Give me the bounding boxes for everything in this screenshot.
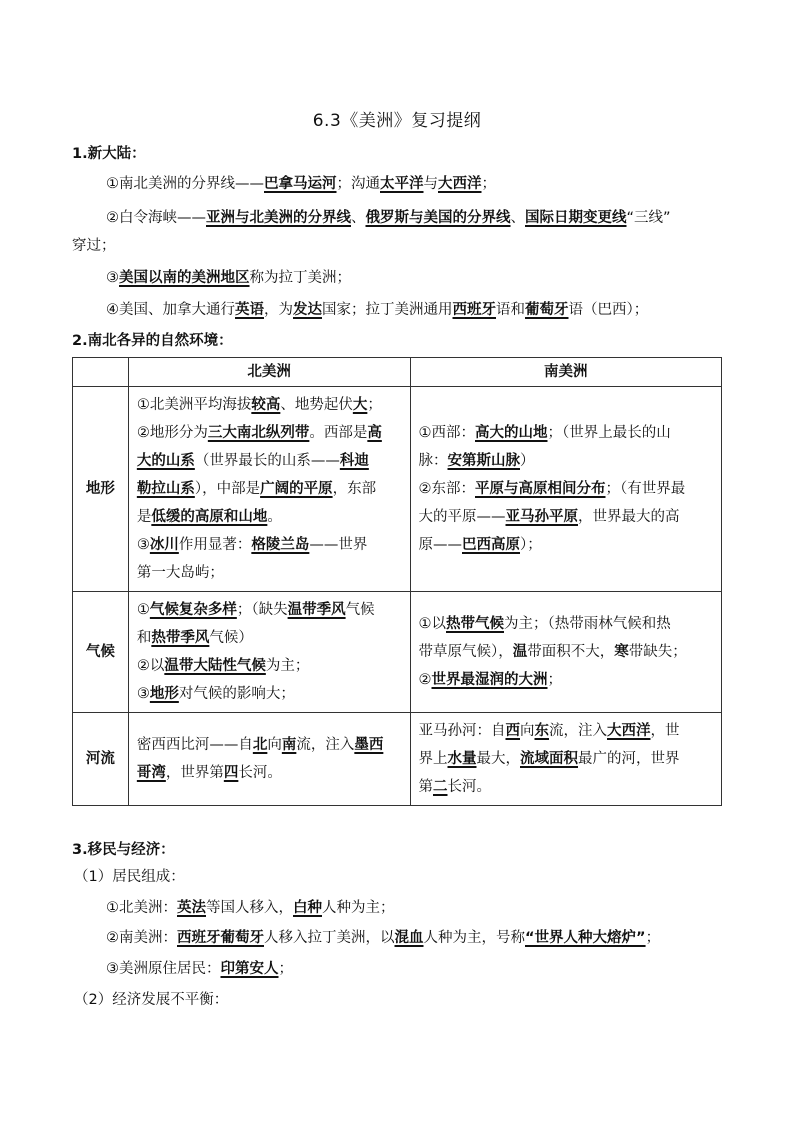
nature-comparison-table — [72, 357, 722, 806]
sec1-line-2b: 穿过； — [72, 238, 116, 254]
row-label-terrain: 地形 — [73, 387, 129, 592]
header-north-america: 北美洲 — [128, 358, 410, 387]
sec1-line-4: ④美国、加拿大通行英语，为发达国家；拉丁美洲通用西班牙语和葡萄牙语（巴西）； — [106, 302, 649, 318]
sec1-line-1: ①南北美洲的分界线——巴拿马运河；沟通太平洋与大西洋； — [106, 176, 496, 192]
cell-river-sa: 亚马孙河：自西向东流，注入大西洋，世 界上水量最大，流域面积最广的河，世界 第二长河。 — [410, 713, 722, 806]
sec1-line-3: ③美国以南的美洲地区称为拉丁美洲； — [106, 270, 351, 286]
row-label-river: 河流 — [73, 713, 129, 806]
table-row-terrain — [73, 387, 722, 592]
header-south-america: 南美洲 — [410, 358, 722, 387]
row-label-climate: 气候 — [73, 592, 129, 713]
cell-climate-na: ①气候复杂多样；（缺失温带季风气候 和热带季风气候） ②以温带大陆性气候为主； ③地形对气候的影响大； — [128, 592, 410, 713]
sec3-line-2: ②南美洲：西班牙葡萄牙人移入拉丁美洲，以混血人种为主，号称“世界人种大熔炉”； — [106, 930, 661, 946]
page-title: 6.3《美洲》复习提纲 — [312, 111, 482, 131]
table-row-climate — [73, 592, 722, 713]
sec3-line-3: ③美洲原住居民：印第安人； — [106, 961, 293, 977]
section-2-heading: 2.南北各异的自然环境： — [72, 333, 233, 349]
cell-terrain-sa: ①西部：高大的山地；（世界上最长的山 脉：安第斯山脉） ②东部：平原与高原相间分布；（有世界最 大的平原——亚马孙平原，世界最大的高 原——巴西高原）； — [410, 387, 722, 592]
table-row-river — [73, 713, 722, 806]
sec3-sub-1: （1）居民组成： — [74, 869, 185, 885]
table-header-row — [73, 358, 722, 387]
sec3-line-1: ①北美洲：英法等国人移入，白种人种为主； — [106, 900, 395, 916]
section-1-heading: 1.新大陆： — [72, 146, 146, 162]
cell-climate-sa: ①以热带气候为主；（热带雨林气候和热 带草原气候），温带面积不大，寒带缺失； ②世界最湿润的大洲； — [410, 592, 722, 713]
sec3-sub-2: （2）经济发展不平衡： — [74, 992, 229, 1008]
header-empty-cell — [73, 358, 129, 387]
sec1-line-2: ②白令海峡——亚洲与北美洲的分界线、俄罗斯与美国的分界线、国际日期变更线“三线” — [106, 210, 671, 226]
cell-river-na: 密西西比河——自北向南流，注入墨西 哥湾，世界第四长河。 — [128, 713, 410, 806]
section-3-heading: 3.移民与经济： — [72, 842, 175, 858]
cell-terrain-na: ①北美洲平均海拔较高、地势起伏大； ②地形分为三大南北纵列带。西部是高 大的山系（世界最长的山系——科迪 勒拉山系），中部是广阔的平原，东部 是低缓的高原和山地。 ③冰川作用显著：格陵兰岛——世界 第一大岛屿； — [128, 387, 410, 592]
